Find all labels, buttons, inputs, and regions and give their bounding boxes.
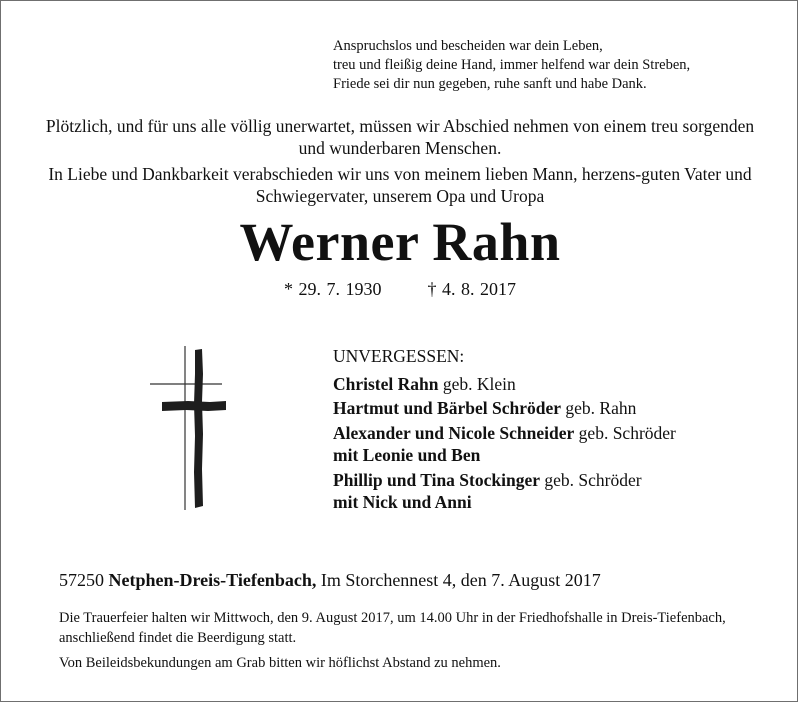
- mourner-birth-name: geb. Schröder: [578, 422, 676, 443]
- mourner-name: Phillip und Tina Stockinger: [333, 469, 541, 490]
- mourner-entry: [333, 397, 676, 420]
- mourner-birth-name: geb. Rahn: [565, 398, 637, 418]
- deceased-name: Werner Rahn: [239, 212, 561, 272]
- address-street-date: Im Storchennest 4, den 7. August 2017: [320, 570, 601, 590]
- intro-text: [40, 115, 760, 207]
- address-town: Netphen-Dreis-Tiefenbach,: [108, 570, 317, 590]
- cross-bold-vertical-bar: [194, 349, 203, 508]
- mourner-entry: [333, 422, 676, 445]
- mourner-birth-name: geb. Klein: [442, 373, 516, 394]
- mourner-name: Christel Rahn: [333, 373, 439, 394]
- mourner-children-names: mit Leonie und Ben: [333, 445, 481, 465]
- service-info: [59, 609, 749, 674]
- mourner-children: [333, 444, 676, 467]
- verse-line: Anspruchslos und bescheiden war dein Leben,: [333, 38, 603, 54]
- condolence-request-text: Von Beileidsbekundungen am Grab bitten wir höflichst Abstand zu nehmen.: [59, 655, 501, 671]
- mourner-birth-name: geb. Schröder: [544, 469, 642, 490]
- verse-line: treu und fleißig deine Hand, immer helfend war dein Streben,: [333, 57, 691, 73]
- mourners-list: [333, 345, 676, 514]
- mourner-children: [333, 491, 676, 514]
- funeral-service-text: Die Trauerfeier halten wir Mittwoch, den 9. August 2017, um 14.00 Uhr in der Friedhofshalle in Dreis-Tiefenbach, anschließend findet die Beerdigung statt.: [59, 610, 726, 646]
- mourners-heading: UNVERGESSEN:: [333, 346, 465, 366]
- cross-icon: [148, 344, 228, 514]
- death-date: † 4. 8. 2017: [427, 279, 516, 299]
- cross-bold-horizontal-bar: [162, 401, 226, 411]
- address-line: [59, 568, 601, 592]
- mourner-entry: [333, 469, 676, 492]
- intro-paragraph-gratitude: In Liebe und Dankbarkeit verabschieden wir uns von meinem lieben Mann, herzens-guten Vater und Schwiegervater, unserem Opa und Uropa: [48, 164, 752, 206]
- intro-paragraph-farewell: Plötzlich, und für uns alle völlig unerwartet, müssen wir Abschied nehmen von einem treu sorgenden und wunderbaren Menschen.: [45, 116, 755, 158]
- address-zip: 57250: [59, 570, 104, 590]
- memorial-verse: [333, 37, 690, 94]
- mourner-name: Alexander und Nicole Schneider: [333, 422, 575, 443]
- life-dates: [0, 277, 800, 301]
- birth-date: * 29. 7. 1930: [284, 279, 382, 299]
- mourner-children-names: mit Nick und Anni: [333, 492, 472, 512]
- mourner-name: Hartmut und Bärbel Schröder: [333, 398, 561, 418]
- verse-line: Friede sei dir nun gegeben, ruhe sanft und habe Dank.: [333, 76, 647, 92]
- mourner-entry: [333, 373, 676, 396]
